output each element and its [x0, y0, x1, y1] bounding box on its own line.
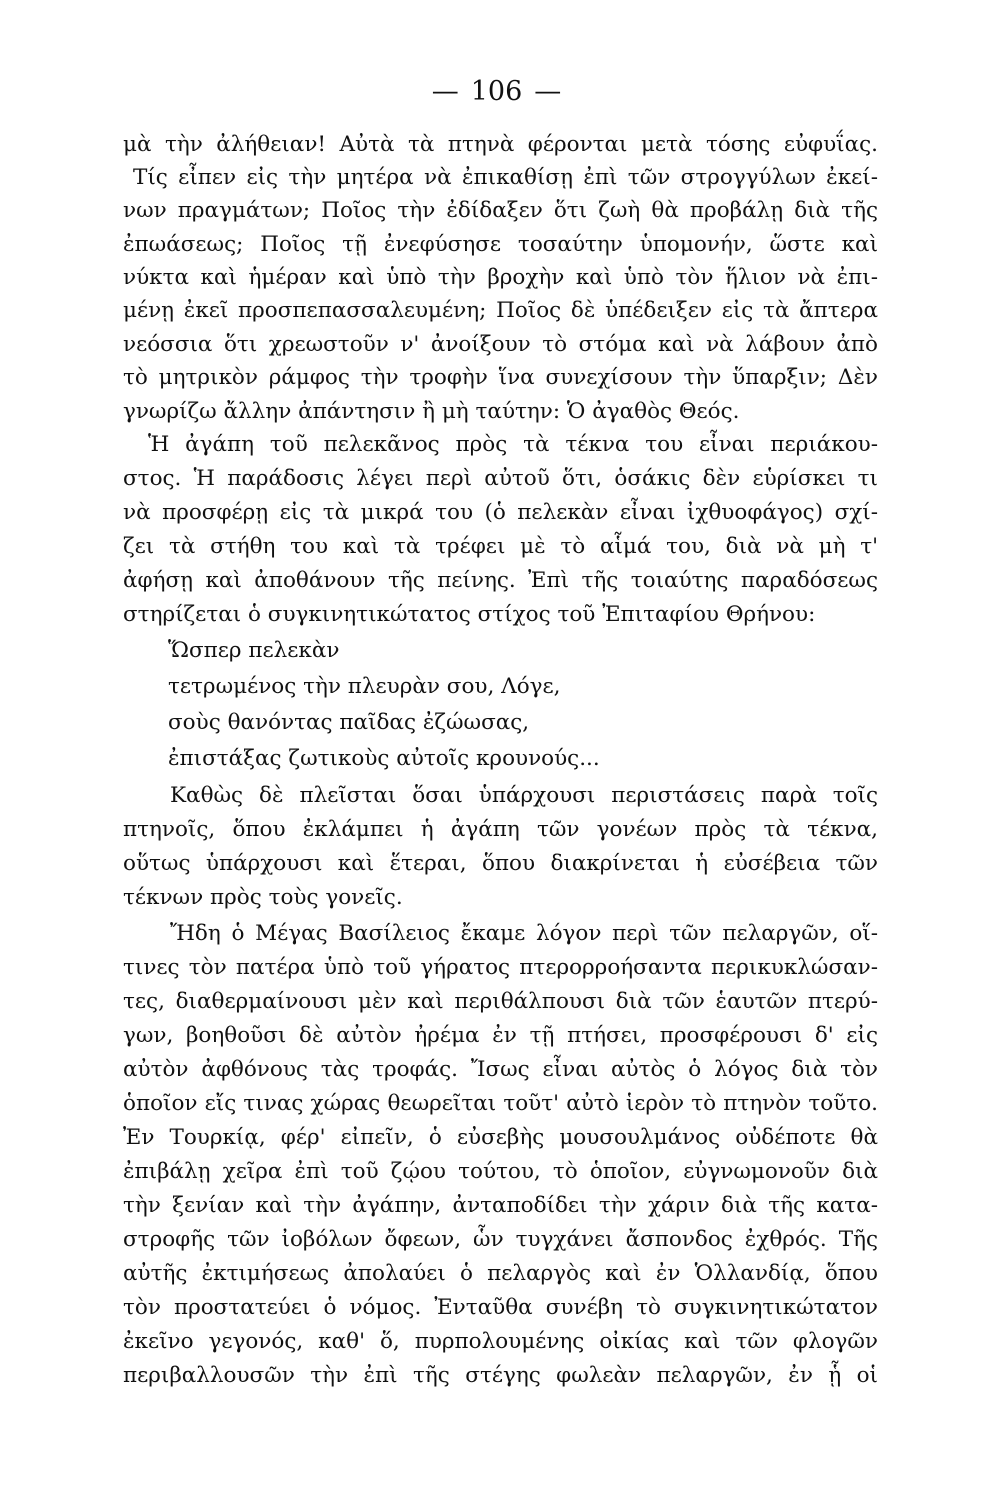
- text-line: ὁποῖον εἴς τινας χώρας θεωρεῖται τοῦτ' αὐτὸ ἱερὸν τὸ πτηνὸν τοῦτο.: [123, 1091, 878, 1116]
- text-line: στος. Ἡ παράδοσις λέγει περὶ αὐτοῦ ὅτι, ὁσάκις δὲν εὑρίσκει τι: [123, 466, 878, 491]
- verse-line: Ὥσπερ πελεκὰν: [168, 638, 340, 663]
- page-header: [0, 76, 993, 107]
- text-line: νὰ προσφέρῃ εἰς τὰ μικρά του (ὁ πελεκὰν εἶναι ἰχθυοφάγος) σχί-: [123, 500, 878, 525]
- text-line: στηρίζεται ὁ συγκινητικώτατος στίχος τοῦ Ἐπιταφίου Θρήνου:: [123, 602, 816, 627]
- verse-line: τετρωμένος τὴν πλευρὰν σου, Λόγε,: [168, 674, 561, 699]
- text-line: Ἤδη ὁ Μέγας Βασίλειος ἔκαμε λόγον περὶ τῶν πελαργῶν, οἵ-: [170, 921, 878, 946]
- text-line: νων πραγμάτων; Ποῖος τὴν ἐδίδαξεν ὅτι ζωὴ θὰ προβάλῃ διὰ τῆς: [123, 198, 878, 223]
- page-number: 106: [470, 76, 523, 107]
- text-line: ἐκεῖνο γεγονός, καθ' ὅ, πυρπολουμένης οἰκίας καὶ τῶν φλογῶν: [123, 1329, 878, 1354]
- text-line: αὐτὸν ἀφθόνους τὰς τροφάς. Ἴσως εἶναι αὐτὸς ὁ λόγος διὰ τὸν: [123, 1057, 878, 1082]
- text-line: τες, διαθερμαίνουσι μὲν καὶ περιθάλπουσι διὰ τῶν ἑαυτῶν πτερύ-: [123, 989, 878, 1014]
- text-line: νύκτα καὶ ἡμέραν καὶ ὑπὸ τὴν βροχὴν καὶ ὑπὸ τὸν ἥλιον νὰ ἐπι-: [123, 265, 878, 290]
- text-line: τὸν προστατεύει ὁ νόμος. Ἐνταῦθα συνέβη τὸ συγκινητικώτατον: [123, 1295, 878, 1320]
- text-line: στροφῆς τῶν ἰοβόλων ὄφεων, ὧν τυγχάνει ἄσπονδος ἐχθρός. Τῆς: [123, 1227, 878, 1252]
- text-line: Καθὼς δὲ πλεῖσται ὅσαι ὑπάρχουσι περιστάσεις παρὰ τοῖς: [170, 783, 878, 808]
- text-line: τινες τὸν πατέρα ὑπὸ τοῦ γήρατος πτερορροήσαντα περικυκλώσαν-: [123, 955, 878, 980]
- text-line: περιβαλλουσῶν τὴν ἐπὶ τῆς στέγης φωλεὰν πελαργῶν, ἐν ᾗ οἱ: [123, 1363, 878, 1388]
- text-line: μένῃ ἐκεῖ προσπεπασσαλευμένη; Ποῖος δὲ ὑπέδειξεν εἰς τὰ ἄπτερα: [123, 298, 878, 323]
- verse-line: σοὺς θανόντας παῖδας ἐζώωσας,: [168, 710, 530, 735]
- text-line: πτηνοῖς, ὅπου ἐκλάμπει ἡ ἀγάπη τῶν γονέων πρὸς τὰ τέκνα,: [123, 817, 878, 842]
- text-line: Ἐν Τουρκίᾳ, φέρ' εἰπεῖν, ὁ εὐσεβὴς μουσουλμάνος οὐδέποτε θὰ: [123, 1125, 878, 1150]
- text-line: τέκνων πρὸς τοὺς γονεῖς.: [123, 885, 403, 910]
- verse-line: ἐπιστάξας ζωτικοὺς αὐτοῖς κρουνούς...: [168, 746, 600, 771]
- text-line: γων, βοηθοῦσι δὲ αὐτὸν ἠρέμα ἐν τῇ πτήσει, προσφέρουσι δ' εἰς: [123, 1023, 878, 1048]
- text-line: Ἡ ἀγάπη τοῦ πελεκᾶνος πρὸς τὰ τέκνα του εἶναι περιάκου-: [148, 432, 878, 457]
- text-line: ἐπωάσεως; Ποῖος τῇ ἐνεφύσησε τοσαύτην ὑπομονήν, ὥστε καὶ: [123, 232, 878, 257]
- text-line: τὴν ξενίαν καὶ τὴν ἀγάπην, ἀνταποδίδει τὴν χάριν διὰ τῆς κατα-: [123, 1193, 878, 1218]
- dash-right: —: [534, 76, 562, 107]
- text-line: Τίς εἶπεν εἰς τὴν μητέρα νὰ ἐπικαθίσῃ ἐπὶ τῶν στρογγύλων ἐκεί-: [133, 165, 878, 190]
- text-line: γνωρίζω ἄλλην ἀπάντησιν ἢ μὴ ταύτην: Ὁ ἀγαθὸς Θεός.: [123, 399, 740, 424]
- text-line: μὰ τὴν ἀλήθειαν! Αὐτὰ τὰ πτηνὰ φέρονται μετὰ τόσης εὐφυΐας.: [123, 132, 878, 157]
- text-line: αὐτῆς ἐκτιμήσεως ἀπολαύει ὁ πελαργὸς καὶ ἐν Ὁλλανδίᾳ, ὅπου: [123, 1261, 878, 1286]
- dash-left: —: [431, 76, 459, 107]
- text-line: τὸ μητρικὸν ράμφος τὴν τροφὴν ἵνα συνεχίσουν τὴν ὕπαρξιν; Δὲν: [123, 365, 878, 390]
- text-line: νεόσσια ὅτι χρεωστοῦν ν' ἀνοίξουν τὸ στόμα καὶ νὰ λάβουν ἀπὸ: [123, 332, 878, 357]
- text-line: ζει τὰ στήθη του καὶ τὰ τρέφει μὲ τὸ αἷμά του, διὰ νὰ μὴ τ': [123, 534, 878, 559]
- text-line: ἀφήσῃ καὶ ἀποθάνουν τῆς πείνης. Ἐπὶ τῆς τοιαύτης παραδόσεως: [123, 568, 878, 593]
- text-line: ἐπιβάλῃ χεῖρα ἐπὶ τοῦ ζῴου τούτου, τὸ ὁποῖον, εὐγνωμονοῦν διὰ: [123, 1159, 878, 1184]
- text-line: οὕτως ὑπάρχουσι καὶ ἕτεραι, ὅπου διακρίνεται ἡ εὐσέβεια τῶν: [123, 851, 878, 876]
